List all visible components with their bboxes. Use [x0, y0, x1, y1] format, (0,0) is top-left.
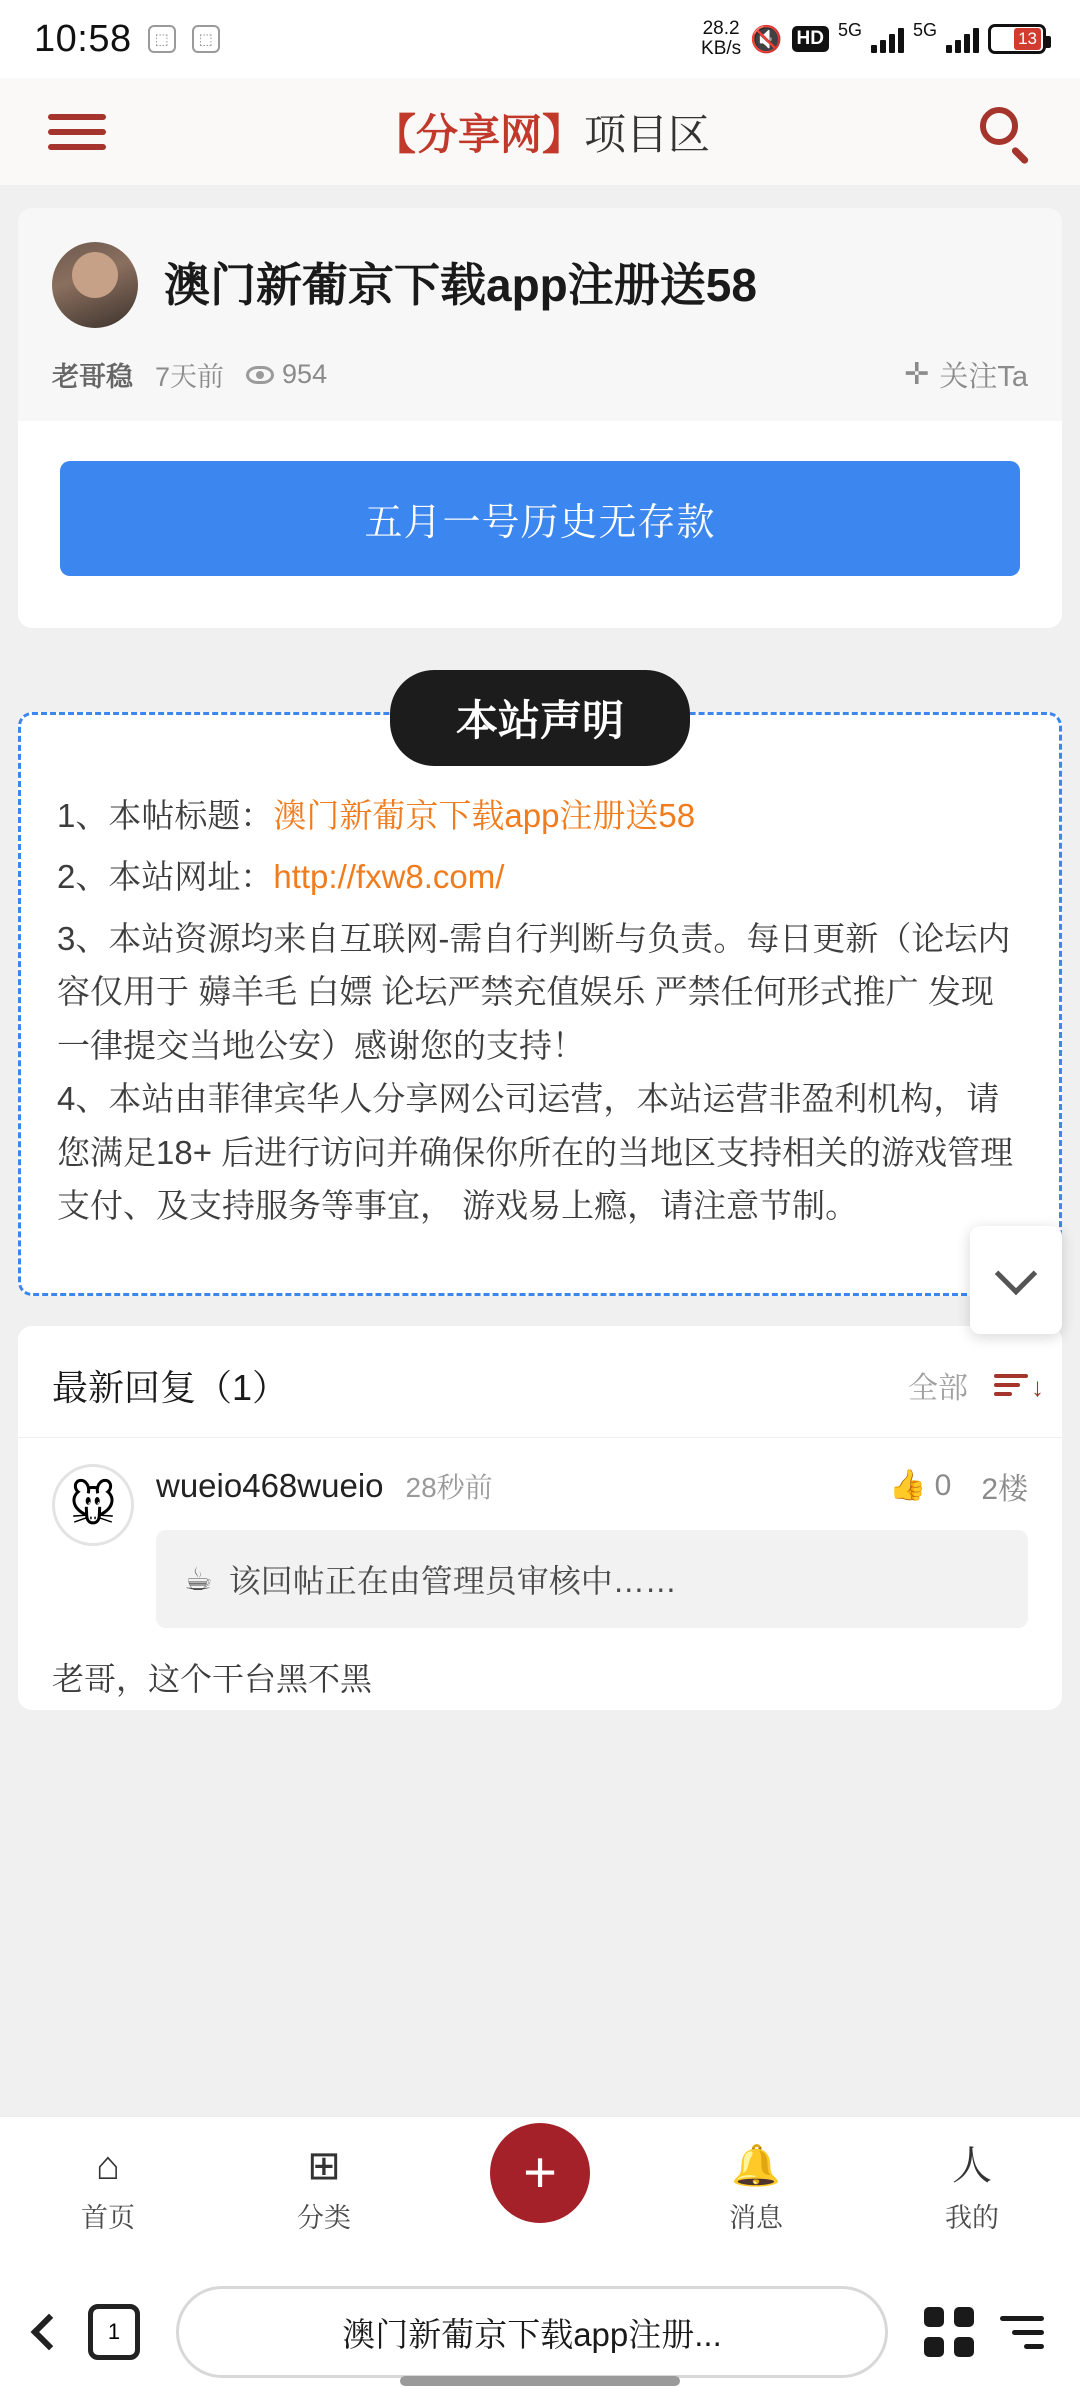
page-title	[374, 102, 710, 162]
chevron-down-icon	[995, 1253, 1037, 1295]
post-card	[18, 208, 1062, 628]
like-button[interactable]: 👍 0	[889, 1468, 952, 1503]
post-author[interactable]: 老哥稳	[52, 362, 133, 392]
reply-time: 28秒前	[405, 1471, 493, 1503]
nav-label-profile: 我的	[945, 2203, 999, 2233]
screenshot-icon: ⬚	[148, 25, 176, 53]
post-time: 7天前	[155, 362, 225, 392]
replies-header	[18, 1326, 1062, 1438]
replies-heading-text: 最新回复	[52, 1366, 197, 1408]
home-icon: ⌂	[95, 2144, 121, 2188]
promo-button[interactable]: 五月一号历史无存款	[60, 461, 1020, 576]
cast-icon: ⬚	[192, 25, 220, 53]
statement-line-2-prefix: 2、本站网址：	[57, 858, 274, 896]
hd-badge: HD	[792, 26, 829, 52]
network-speed-unit: KB/s	[701, 38, 742, 59]
statement-box	[18, 712, 1062, 1296]
like-count: 0	[934, 1468, 952, 1502]
page-title-rest: 项目区	[584, 110, 711, 158]
tabs-count: 1	[107, 2319, 121, 2344]
collapse-button[interactable]	[970, 1226, 1062, 1334]
reply-floor: 2楼	[981, 1472, 1028, 1506]
replies-section	[18, 1326, 1062, 1710]
post-header	[18, 208, 1062, 421]
avatar	[52, 242, 138, 328]
signal-bars-2	[946, 25, 979, 53]
statement-line-1-prefix: 1、本帖标题：	[57, 797, 274, 834]
post-views: 954	[282, 359, 328, 389]
nav-item-category[interactable]	[216, 2146, 432, 2235]
nav-label-category: 分类	[297, 2203, 351, 2233]
status-bar-left	[34, 18, 220, 61]
back-chevron-icon[interactable]	[31, 2314, 68, 2351]
statement-line-1	[57, 789, 1023, 842]
user-icon: 人	[952, 2144, 992, 2188]
apps-grid-icon[interactable]	[924, 2307, 974, 2357]
app-header	[0, 78, 1080, 186]
replies-count: （1）	[196, 1366, 289, 1408]
network-speed-value: 28.2	[702, 18, 740, 40]
site-statement	[18, 670, 1062, 1296]
follow-label: 关注Ta	[939, 361, 1028, 393]
network-label-1: 5G	[837, 19, 862, 40]
nav-item-post[interactable]	[432, 2141, 648, 2241]
page-title-brand: 【分享网】	[373, 110, 584, 158]
statement-site-url[interactable]: http://fxw8.com/	[273, 858, 505, 896]
home-indicator	[400, 2376, 680, 2386]
replies-filter-label: 全部	[908, 1372, 968, 1406]
mute-icon: 🔇	[750, 23, 783, 54]
nav-label-home: 首页	[81, 2203, 135, 2233]
statement-line-3: 3、本站资源均来自互联网-需自行判断与负责。每日更新（论坛内容仅用于 薅羊毛 白嫖 论坛严禁充值娱乐 严禁任何形式推广 发现一律提交当地公安）感谢您的支持！	[57, 919, 1011, 1064]
mouse-avatar-icon: 🐭	[52, 1464, 134, 1546]
url-bar[interactable]: 澳门新葡京下载app注册...	[176, 2286, 888, 2378]
reply-main	[156, 1464, 1028, 1628]
reply-author[interactable]: wueio468wueio	[156, 1466, 384, 1504]
bottom-nav	[0, 2116, 1080, 2264]
menu-lines-icon[interactable]	[1000, 2316, 1044, 2349]
statement-line-2	[57, 850, 1023, 903]
status-bar	[0, 0, 1080, 78]
bell-icon: 🔔	[731, 2144, 781, 2188]
cup-icon: ☕	[184, 1560, 213, 1597]
battery-level: 13	[1014, 28, 1041, 50]
nav-item-messages[interactable]	[648, 2146, 864, 2235]
search-icon[interactable]	[978, 105, 1032, 159]
views-icon	[246, 359, 327, 390]
reply-content-text: 该回帖正在由管理员审核中……	[228, 1562, 677, 1599]
post-title: 澳门新葡京下载app注册送58	[164, 258, 757, 311]
nav-item-profile[interactable]	[864, 2146, 1080, 2235]
hamburger-icon[interactable]	[48, 114, 106, 150]
replies-filter[interactable]	[908, 1363, 1044, 1407]
plus-icon: ✛	[904, 358, 930, 391]
reply-content	[156, 1530, 1028, 1628]
post-body	[18, 421, 1062, 628]
tabs-icon[interactable]	[88, 2304, 140, 2360]
signal-bars-1	[871, 25, 904, 53]
statement-title: 本站声明	[390, 670, 690, 766]
nav-item-home[interactable]	[0, 2146, 216, 2235]
post-meta	[52, 354, 1028, 395]
replies-heading	[52, 1360, 288, 1411]
list-item	[18, 1438, 1062, 1628]
plus-icon[interactable]: +	[490, 2123, 590, 2223]
nav-label-messages: 消息	[729, 2203, 783, 2233]
network-label-2: 5G	[912, 19, 937, 40]
sort-desc-icon[interactable]: ↓	[994, 1374, 1028, 1396]
status-time: 10:58	[34, 17, 132, 60]
battery-icon	[988, 24, 1046, 54]
post-title-row	[52, 242, 1028, 328]
reply-actions	[889, 1464, 1028, 1508]
statement-line-1-highlight: 澳门新葡京下载app注册送58	[273, 797, 696, 834]
category-icon: ⊞	[307, 2144, 341, 2188]
follow-button[interactable]	[904, 354, 1028, 395]
reply-next-snippet: 老哥，这个干台黑不黑	[52, 1660, 373, 1697]
network-speed	[701, 19, 741, 59]
status-bar-right	[701, 19, 1046, 59]
statement-line-4: 4、本站由菲律宾华人分享网公司运营，本站运营非盈利机构，请您满足18+ 后进行访问并确保你所在的当地区支持相关的游戏管理 支付、及支持服务等事宜， 游戏易上瘾，请注意节制。	[57, 1080, 1014, 1225]
reply-meta	[156, 1464, 1028, 1508]
